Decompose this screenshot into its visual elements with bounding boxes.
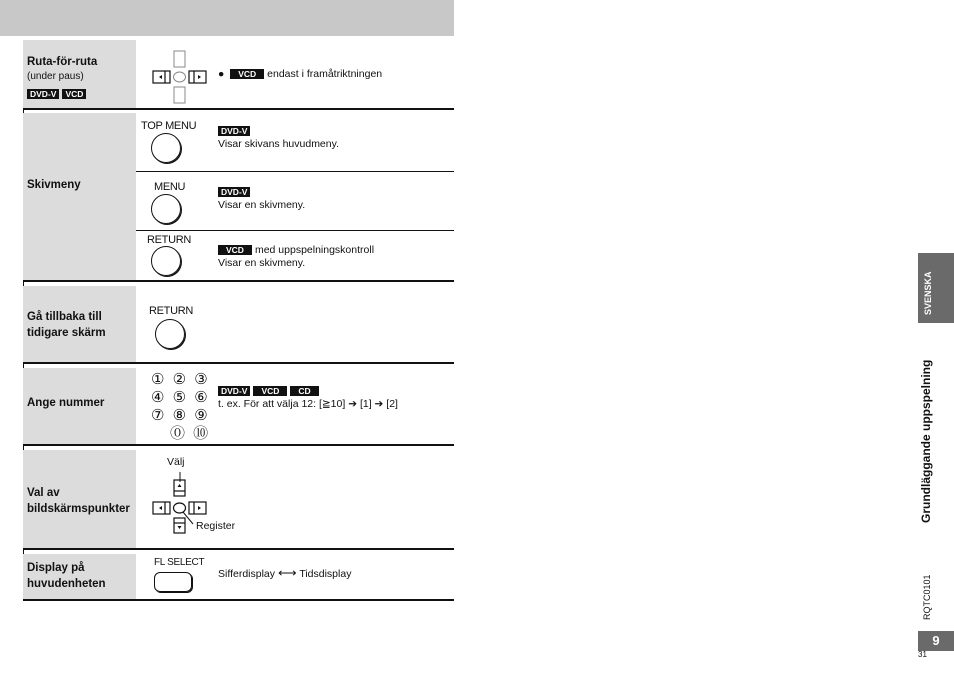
dvd-v-badge: DVD-V	[27, 89, 59, 99]
desc-extra: med uppspelningskontroll	[254, 244, 375, 256]
section-title: Grundläggande uppspelning	[919, 359, 933, 523]
small-page-number: 31	[918, 650, 927, 659]
table-row-number	[23, 368, 454, 446]
return-button[interactable]	[151, 246, 181, 276]
dvd-v-badge: DVD-V	[218, 126, 250, 136]
row-description	[218, 385, 398, 411]
top-menu-button-label: TOP MENU	[141, 120, 197, 132]
row-title: Skivmeny	[27, 179, 81, 191]
number-keys-row4[interactable]: ⓪ ⑩	[170, 425, 211, 442]
header-bar	[0, 0, 454, 36]
row-description	[218, 68, 382, 81]
row-title-line1: Val av	[27, 487, 60, 499]
cursor-pad-icon	[151, 49, 211, 107]
row-label	[23, 368, 136, 444]
menu-button[interactable]	[151, 194, 181, 224]
divider	[136, 171, 454, 172]
document-code: RQTC0101	[922, 574, 932, 620]
row-label	[23, 450, 136, 548]
return-button[interactable]	[155, 319, 185, 349]
row-label	[23, 554, 136, 599]
table-row-display	[23, 554, 454, 601]
desc-prefix: t. ex. För att välja 12: [≧10]	[218, 398, 346, 410]
desc-text: Visar en skivmeny.	[218, 199, 306, 211]
number-keys	[151, 371, 210, 443]
bullet: ●	[218, 68, 231, 80]
arrow-icon: ➔	[374, 398, 384, 410]
desc-left: Sifferdisplay	[218, 568, 276, 580]
vcd-badge: VCD	[218, 245, 252, 255]
desc-right: Tidsdisplay	[299, 568, 352, 580]
row-description	[218, 125, 339, 151]
desc-text: Visar skivans huvudmeny.	[218, 138, 340, 150]
fl-select-button-label: FL SELECT	[154, 557, 205, 568]
menu-button-label: MENU	[154, 181, 186, 193]
return-button-label: RETURN	[149, 305, 194, 317]
cd-badge: CD	[290, 386, 318, 396]
table-row-back	[23, 286, 454, 364]
arrow-icon: ➔	[348, 398, 358, 410]
table-row-frame	[23, 40, 454, 110]
register-label: Register	[196, 520, 236, 532]
row-description	[218, 566, 351, 581]
row-title-line1: Display på	[27, 562, 85, 574]
row-title: Ruta-för-ruta	[27, 56, 98, 68]
top-menu-button[interactable]	[151, 133, 181, 163]
page-number: 9	[918, 631, 954, 651]
return-button-label: RETURN	[147, 234, 192, 246]
row-title-line2: tidigare skärm	[27, 327, 106, 339]
dvd-v-badge: DVD-V	[218, 187, 250, 197]
row-title-line1: Gå tillbaka till	[27, 311, 102, 323]
language-label: SVENSKA	[923, 271, 933, 315]
row-description	[218, 244, 374, 270]
desc-end: [2]	[386, 398, 398, 410]
table-row-discmenu	[23, 113, 454, 282]
dvd-v-badge: DVD-V	[218, 386, 250, 396]
divider	[136, 230, 454, 231]
vcd-badge: VCD	[253, 386, 287, 396]
number-keys-row2[interactable]: ④ ⑤ ⑥	[151, 389, 210, 406]
desc-mid: [1]	[359, 398, 372, 410]
number-keys-row1[interactable]: ① ② ③	[151, 371, 210, 388]
language-tab	[918, 253, 954, 323]
row-subtitle: (under paus)	[27, 71, 84, 82]
row-description	[218, 186, 305, 212]
row-label	[23, 40, 136, 108]
row-title: Ange nummer	[27, 397, 105, 409]
row-title-line2: bildskärmspunkter	[27, 503, 130, 515]
number-keys-row3[interactable]: ⑦ ⑧ ⑨	[151, 407, 210, 424]
table-row-select	[23, 450, 454, 550]
select-label: Välj	[167, 456, 185, 468]
vcd-badge: VCD	[230, 69, 264, 79]
vcd-badge: VCD	[62, 89, 86, 99]
row-title-line2: huvudenheten	[27, 578, 106, 590]
fl-select-button[interactable]	[154, 572, 192, 592]
row-label	[23, 286, 136, 362]
double-arrow-icon: ⟷	[277, 565, 297, 580]
desc-text: Visar en skivmeny.	[218, 257, 306, 269]
row-label	[23, 113, 136, 280]
desc-text: endast i framåtriktningen	[267, 68, 383, 80]
